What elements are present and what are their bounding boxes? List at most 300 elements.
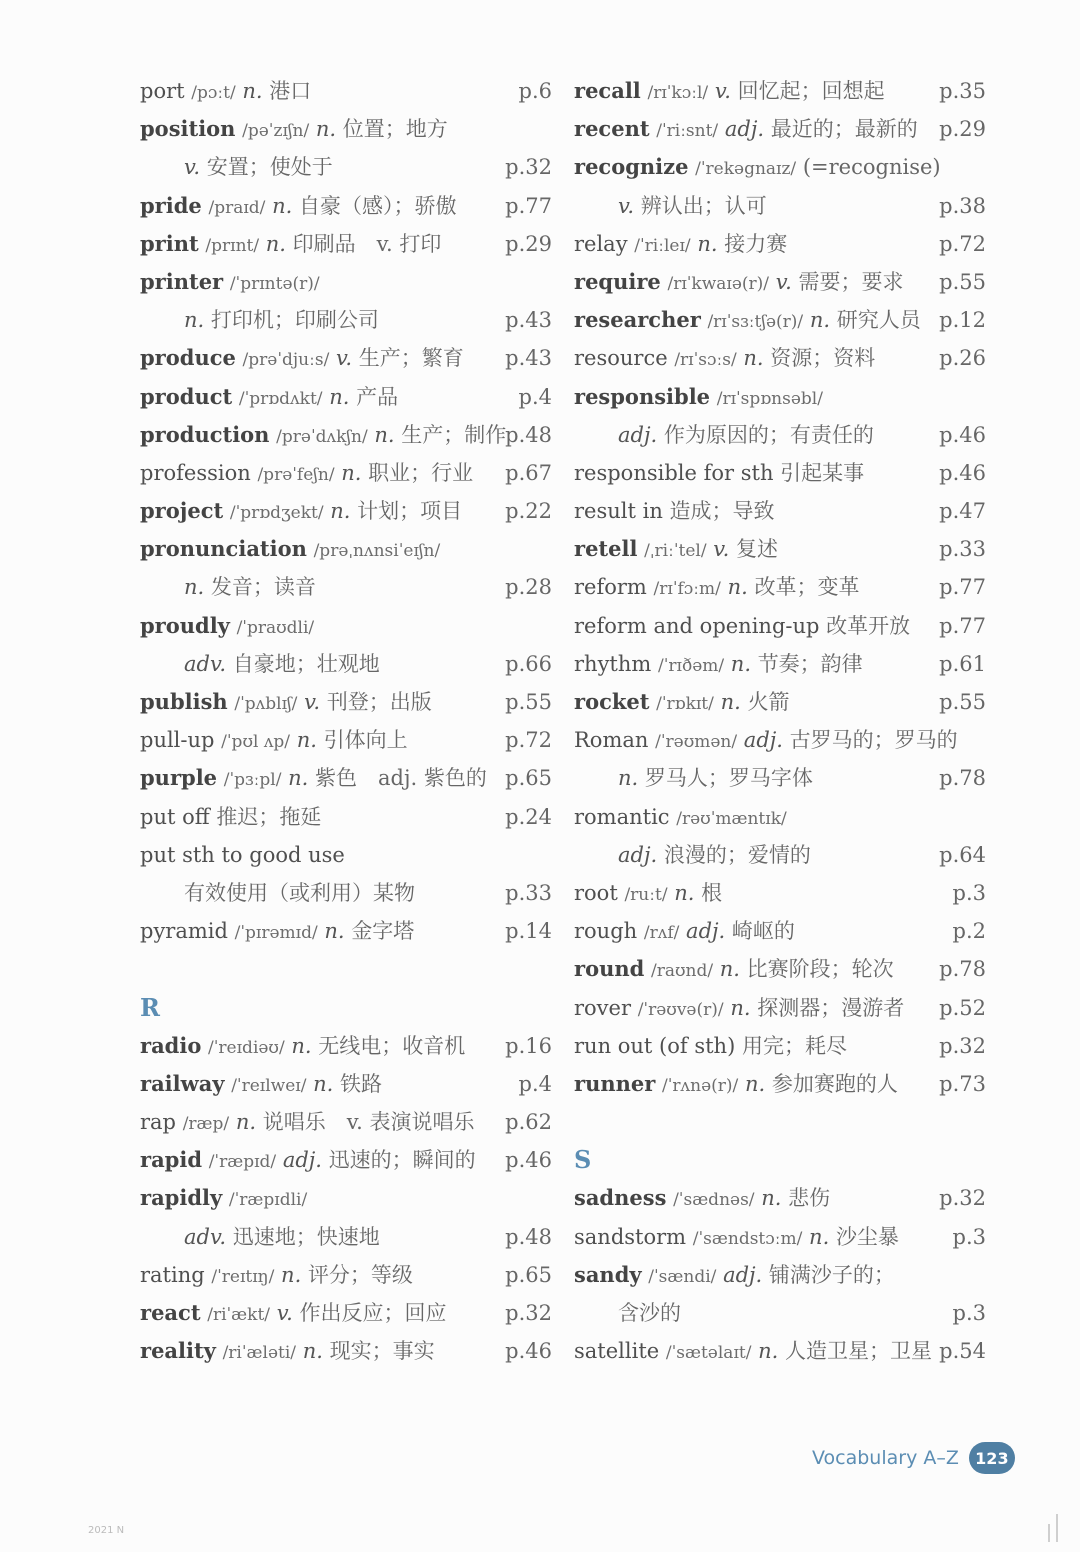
- part-of-speech: n.: [758, 1339, 779, 1364]
- page-reference: p.43: [505, 346, 552, 371]
- headword: reality: [140, 1338, 216, 1364]
- headword: publish: [140, 689, 228, 714]
- entry-continuation: [140, 1218, 552, 1256]
- headword: put sth to good use: [140, 842, 345, 867]
- chinese-definition: 资源；资料: [770, 346, 876, 371]
- page-reference: p.46: [505, 1148, 552, 1173]
- part-of-speech: n.: [242, 79, 263, 103]
- vocab-entry: [140, 721, 552, 759]
- page-reference: p.47: [939, 499, 986, 524]
- chinese-definition: 生产；制作: [401, 422, 507, 447]
- headword: retell: [574, 536, 638, 562]
- vocab-entry: [574, 950, 986, 988]
- chinese-definition: 罗马人；罗马字体: [644, 766, 813, 791]
- page-reference: p.48: [505, 422, 552, 447]
- page-reference: p.32: [939, 1186, 986, 1211]
- chinese-definition: 辨认出；认可: [640, 193, 767, 218]
- phonetic: /ˈræpɪdli/: [228, 1190, 308, 1211]
- vocab-entry: [574, 492, 986, 530]
- vocab-entry: [140, 187, 552, 225]
- vocab-entry: [574, 225, 986, 263]
- vocab-entry: [574, 263, 986, 301]
- chinese-definition: 作出反应；回应: [299, 1301, 447, 1325]
- left-column: [140, 72, 552, 1370]
- headword: satellite: [574, 1339, 660, 1364]
- page-reference: p.28: [505, 575, 552, 600]
- chinese-definition: 探测器；漫游者: [757, 995, 905, 1020]
- phonetic: /ˈriːsnt/: [656, 121, 719, 142]
- chinese-definition: 发音；读音: [210, 575, 316, 600]
- chinese-definition: 用完；耗尽: [741, 1033, 847, 1058]
- page-reference: p.32: [505, 1301, 552, 1325]
- vocab-entry: [574, 301, 986, 339]
- headword: rough: [574, 919, 638, 944]
- headword: recognize: [574, 154, 689, 180]
- chinese-definition: 产品: [356, 384, 399, 409]
- vocab-entry: [574, 72, 986, 110]
- part-of-speech: n.: [618, 766, 639, 791]
- entry-continuation: [574, 836, 986, 874]
- headword: sadness: [574, 1185, 667, 1211]
- vocab-entry: [140, 416, 552, 454]
- page-reference: p.55: [939, 690, 986, 714]
- part-of-speech: v.: [336, 346, 353, 371]
- headword: researcher: [574, 307, 701, 333]
- headword: pull-up: [140, 728, 215, 753]
- vocab-entry: [574, 874, 986, 912]
- chinese-definition: 比赛阶段；轮次: [746, 957, 894, 982]
- chinese-definition: 改革；变革: [754, 575, 860, 600]
- chinese-definition: 有效使用（或利用）某物: [184, 880, 415, 905]
- chinese-definition: 改革开放: [826, 613, 911, 638]
- chinese-definition: 评分；等级: [307, 1262, 413, 1287]
- phonetic: /ˈrɪðəm/: [658, 655, 725, 676]
- part-of-speech: n.: [730, 651, 751, 676]
- chinese-definition: 火箭: [747, 690, 790, 714]
- headword: result in: [574, 499, 663, 524]
- part-of-speech: n.: [341, 460, 362, 485]
- entry-continuation: [140, 874, 552, 912]
- chinese-definition: 崎岖的: [731, 919, 795, 944]
- section-gap: [574, 1103, 986, 1141]
- phonetic: /ˈrɒkɪt/: [656, 694, 714, 714]
- vocab-entry: [574, 798, 986, 836]
- part-of-speech: n.: [809, 308, 831, 333]
- chinese-definition: 铺满沙子的；: [768, 1262, 895, 1287]
- phonetic: /ˈpɜːpl/: [223, 770, 282, 791]
- part-of-speech: n.: [288, 766, 309, 791]
- vocab-entry: [140, 492, 552, 530]
- page-edge-mark: [1056, 1514, 1058, 1542]
- headword: production: [140, 421, 270, 447]
- headword: require: [574, 268, 661, 294]
- phonetic: /ˈreɪlweɪ/: [231, 1075, 307, 1096]
- page-reference: p.33: [505, 880, 552, 905]
- entry-continuation: [140, 645, 552, 683]
- headword: port: [140, 79, 185, 103]
- vocab-entry: [140, 836, 552, 874]
- headword: railway: [140, 1070, 225, 1096]
- chinese-definition: 位置；地方: [342, 117, 448, 142]
- vocab-entry: [140, 1294, 552, 1332]
- part-of-speech: adv.: [184, 1224, 227, 1249]
- chinese-definition: 说唱乐 v. 表演说唱乐: [262, 1110, 475, 1135]
- phonetic: /ˈprɪntə(r)/: [229, 273, 320, 294]
- page-reference: p.14: [505, 919, 552, 944]
- chinese-definition: 迅速的；瞬间的: [328, 1148, 476, 1173]
- part-of-speech: n.: [727, 575, 748, 600]
- page-reference: p.24: [505, 804, 552, 829]
- vocab-entry: [140, 110, 552, 148]
- chinese-definition: 迅速地；快速地: [232, 1224, 380, 1249]
- vocab-entry: [574, 1218, 986, 1256]
- page-reference: p.22: [505, 499, 552, 524]
- phonetic: /prɪnt/: [205, 235, 260, 256]
- chinese-definition: 根: [701, 880, 723, 905]
- part-of-speech: n.: [281, 1262, 302, 1287]
- part-of-speech: adj.: [686, 919, 726, 944]
- page-reference: p.55: [939, 269, 986, 294]
- phonetic: /pɔːt/: [191, 83, 236, 103]
- part-of-speech: n.: [296, 728, 317, 753]
- page-reference: p.46: [939, 422, 986, 447]
- vocab-entry: [140, 1332, 552, 1370]
- part-of-speech: n.: [313, 1071, 334, 1096]
- entry-continuation: [574, 759, 986, 797]
- vocab-entry: [140, 530, 552, 568]
- chinese-definition: 引起某事: [780, 460, 865, 485]
- phonetic: /ˈpʊl ʌp/: [221, 732, 291, 753]
- vocab-entry: [574, 645, 986, 683]
- vocab-entry: [574, 683, 986, 721]
- part-of-speech: n.: [272, 193, 293, 218]
- vocab-entry: [140, 72, 552, 110]
- part-of-speech: n.: [184, 575, 205, 600]
- headword: resource: [574, 346, 668, 371]
- phonetic: /raʊnd/: [650, 961, 714, 982]
- page-reference: p.72: [939, 231, 986, 256]
- part-of-speech: n.: [374, 422, 395, 447]
- vocab-entry: [574, 454, 986, 492]
- phonetic: /prəˌnʌnsiˈeɪʃn/: [313, 541, 441, 562]
- phonetic: /ˈpʌblɪʃ/: [234, 694, 298, 714]
- headword: Roman: [574, 728, 649, 753]
- headword: responsible for sth: [574, 460, 774, 485]
- chinese-definition: 浪漫的；爱情的: [663, 842, 811, 867]
- headword: recent: [574, 116, 650, 142]
- phonetic: /ˈriːleɪ/: [634, 235, 691, 256]
- page-reference: p.29: [939, 117, 986, 142]
- headword: pyramid: [140, 919, 228, 944]
- footer-title: Vocabulary A–Z: [812, 1447, 959, 1469]
- page-reference: p.65: [505, 1262, 552, 1287]
- phonetic: /rɪˈkɔːl/: [647, 83, 709, 103]
- chinese-definition: 古罗马的；罗马的: [789, 728, 958, 753]
- part-of-speech: n.: [330, 499, 351, 524]
- page-reference: p.65: [505, 766, 552, 791]
- entry-continuation: [140, 568, 552, 606]
- page-reference: p.29: [505, 231, 552, 256]
- page-reference: p.3: [952, 880, 986, 905]
- vocab-entry: [574, 721, 986, 759]
- vocab-entry: [140, 683, 552, 721]
- chinese-definition: 研究人员: [836, 308, 921, 333]
- page-reference: p.33: [939, 537, 986, 562]
- chinese-definition: 打印机；印刷公司: [210, 308, 379, 333]
- phonetic: /ruːt/: [624, 884, 668, 905]
- vocab-entry: [574, 912, 986, 950]
- headword: product: [140, 383, 233, 409]
- headword: runner: [574, 1070, 656, 1096]
- chinese-definition: 印刷品 v. 打印: [292, 231, 442, 256]
- chinese-definition: 无线电；收音机: [318, 1033, 466, 1058]
- vocab-entry: [140, 339, 552, 377]
- headword: project: [140, 498, 224, 524]
- page-reference: p.77: [939, 575, 986, 600]
- part-of-speech: adj.: [618, 842, 658, 867]
- chinese-definition: 职业；行业: [368, 460, 474, 485]
- chinese-definition: 港口: [269, 79, 312, 103]
- part-of-speech: n.: [329, 384, 350, 409]
- vocab-entry: [574, 1027, 986, 1065]
- page-reference: p.3: [952, 1224, 986, 1249]
- phonetic: /ˈsætəlaɪt/: [665, 1343, 752, 1364]
- page-footer: [812, 1440, 1015, 1476]
- chinese-definition: 回忆起；回想起: [737, 79, 885, 103]
- page-reference: p.12: [939, 308, 986, 333]
- phonetic: /ˈrekəgnaɪz/: [695, 159, 797, 180]
- phonetic: /ˈrəʊmən/: [655, 732, 738, 753]
- phonetic: /rʌf/: [643, 923, 680, 944]
- headword: recall: [574, 78, 641, 103]
- vocab-entry: [140, 225, 552, 263]
- headword: responsible: [574, 383, 711, 409]
- phonetic: /riˈækt/: [207, 1305, 271, 1325]
- phonetic: /praɪd/: [208, 197, 266, 218]
- vocab-entry: [574, 530, 986, 568]
- headword: reform: [574, 575, 647, 600]
- phonetic: /rɪˈspɒnsəbl/: [716, 388, 823, 409]
- headword: sandstorm: [574, 1224, 687, 1249]
- phonetic: /ˈrʌnə(r)/: [661, 1075, 739, 1096]
- scan-edge-text: 2021 N: [88, 1525, 125, 1536]
- headword: react: [140, 1300, 201, 1325]
- vocab-entry: [140, 1103, 552, 1141]
- part-of-speech: n.: [761, 1186, 782, 1211]
- page-reference: p.43: [505, 308, 552, 333]
- phonetic: /pəˈzɪʃn/: [242, 121, 310, 142]
- page-reference: p.64: [939, 842, 986, 867]
- vocab-entry: [574, 1332, 986, 1370]
- headword: profession: [140, 460, 251, 485]
- vocab-entry: [140, 1179, 552, 1217]
- part-of-speech: v.: [714, 79, 731, 103]
- vocab-entry: [140, 1256, 552, 1294]
- section-gap: [140, 950, 552, 988]
- part-of-speech: v.: [775, 269, 792, 294]
- page-reference: p.66: [505, 651, 552, 676]
- entry-continuation: [140, 301, 552, 339]
- phonetic: /riˈæləti/: [222, 1343, 297, 1364]
- phonetic: /ˈprɒdʒekt/: [229, 503, 324, 524]
- part-of-speech: adj.: [723, 1262, 763, 1287]
- phonetic: /rɪˈfɔːm/: [653, 579, 721, 600]
- page-reference: p.67: [505, 460, 552, 485]
- headword: round: [574, 956, 645, 982]
- part-of-speech: v.: [276, 1301, 293, 1325]
- headword: romantic: [574, 804, 670, 829]
- page-reference: p.52: [939, 995, 986, 1020]
- part-of-speech: n.: [720, 690, 741, 714]
- page-reference: p.6: [518, 79, 552, 103]
- headword: pride: [140, 192, 202, 218]
- page-reference: p.16: [505, 1033, 552, 1058]
- phonetic: /ˈsændstɔːm/: [692, 1228, 803, 1249]
- vocab-entry: [140, 263, 552, 301]
- page-reference: p.26: [939, 346, 986, 371]
- page-reference: p.77: [939, 613, 986, 638]
- page-reference: p.3: [952, 1301, 986, 1325]
- page-reference: p.54: [939, 1339, 986, 1364]
- headword: put off: [140, 804, 210, 829]
- vocab-entry: [140, 798, 552, 836]
- phonetic: /prəˈdʌkʃn/: [276, 426, 368, 447]
- page-reference: p.77: [505, 193, 552, 218]
- part-of-speech: n.: [302, 1339, 323, 1364]
- part-of-speech: n.: [730, 995, 751, 1020]
- page-reference: p.46: [939, 460, 986, 485]
- phonetic: /ˈpɪrəmɪd/: [234, 923, 318, 944]
- vocab-entry: [140, 1027, 552, 1065]
- section-letter-heading: S: [574, 1145, 592, 1175]
- page-reference: p.61: [939, 651, 986, 676]
- headword: pronunciation: [140, 536, 307, 562]
- chinese-definition: 计划；项目: [357, 499, 463, 524]
- vocab-entry: [574, 378, 986, 416]
- part-of-speech: v.: [184, 155, 201, 180]
- part-of-speech: n.: [809, 1224, 830, 1249]
- headword: reform and opening-up: [574, 613, 820, 638]
- headword: rating: [140, 1262, 205, 1287]
- part-of-speech: n.: [291, 1033, 312, 1058]
- phonetic: /rɪˈkwaɪə(r)/: [667, 273, 770, 294]
- phonetic: /ˈreɪtɪŋ/: [211, 1266, 275, 1287]
- page-reference: p.78: [939, 957, 986, 982]
- chinese-definition: 造成；导致: [669, 499, 775, 524]
- phonetic: /ˈsændi/: [648, 1266, 717, 1287]
- vocab-entry: [140, 759, 552, 797]
- vocab-entry: [140, 1065, 552, 1103]
- chinese-definition: (=recognise): [802, 155, 941, 180]
- right-column: [574, 72, 986, 1370]
- vocab-entry: [574, 1065, 986, 1103]
- vocab-entry: [574, 607, 986, 645]
- vocab-entry: [574, 1179, 986, 1217]
- part-of-speech: v.: [618, 193, 635, 218]
- phonetic: /ˈprɒdʌkt/: [238, 388, 323, 409]
- chinese-definition: 含沙的: [618, 1301, 681, 1325]
- chinese-definition: 悲伤: [788, 1186, 831, 1211]
- headword: purple: [140, 765, 218, 791]
- headword: position: [140, 116, 236, 142]
- page-reference: p.78: [939, 766, 986, 791]
- entry-continuation: [574, 187, 986, 225]
- headword: rapidly: [140, 1185, 223, 1211]
- chinese-definition: 生产；繁育: [358, 346, 464, 371]
- headword: root: [574, 880, 618, 905]
- chinese-definition: 现实；事实: [329, 1339, 435, 1364]
- headword: relay: [574, 231, 628, 256]
- entry-continuation: [140, 148, 552, 186]
- part-of-speech: n.: [315, 117, 337, 142]
- chinese-definition: 沙尘暴: [835, 1224, 899, 1249]
- chinese-definition: 安置；使处于: [206, 155, 333, 180]
- vocab-entry: [140, 1141, 552, 1179]
- part-of-speech: adj.: [282, 1148, 322, 1173]
- section-letter-heading: R: [140, 992, 160, 1022]
- headword: rocket: [574, 689, 650, 714]
- chinese-definition: 金字塔: [351, 919, 415, 944]
- vocab-entry: [574, 148, 986, 186]
- part-of-speech: adj.: [743, 728, 783, 753]
- phonetic: /rɪˈsɔːs/: [674, 350, 737, 371]
- chinese-definition: 紫色 adj. 紫色的: [315, 766, 487, 791]
- phonetic: /ˈpraʊdli/: [236, 617, 315, 638]
- chinese-definition: 复述: [736, 537, 778, 562]
- part-of-speech: adv.: [184, 651, 227, 676]
- headword: rapid: [140, 1147, 203, 1173]
- vocab-entry: [574, 989, 986, 1027]
- chinese-definition: 作为原因的；有责任的: [663, 422, 874, 447]
- page-number-badge: 123: [969, 1442, 1015, 1474]
- page-reference: p.38: [939, 193, 986, 218]
- headword: radio: [140, 1032, 202, 1058]
- entry-continuation: [574, 416, 986, 454]
- vocab-entry: [140, 912, 552, 950]
- part-of-speech: adj.: [618, 422, 658, 447]
- phonetic: /ræp/: [182, 1114, 230, 1135]
- part-of-speech: n.: [184, 308, 205, 333]
- page-reference: p.73: [939, 1071, 986, 1096]
- page-reference: p.4: [518, 384, 552, 409]
- part-of-speech: v.: [304, 690, 321, 714]
- headword: run out (of sth): [574, 1033, 736, 1058]
- vocab-entry: [574, 568, 986, 606]
- vocab-entry: [140, 378, 552, 416]
- page-reference: p.2: [952, 919, 986, 944]
- chinese-definition: 自豪地；壮观地: [232, 651, 380, 676]
- page-edge-mark: [1048, 1524, 1050, 1542]
- part-of-speech: adj.: [724, 117, 765, 142]
- headword: sandy: [574, 1261, 642, 1287]
- phonetic: /prəˈdjuːs/: [242, 350, 330, 371]
- phonetic: /rəʊˈmæntɪk/: [676, 808, 787, 829]
- vocab-entry: [574, 1256, 986, 1294]
- vocab-entry: [574, 339, 986, 377]
- part-of-speech: n.: [265, 231, 286, 256]
- vocab-entry: [140, 454, 552, 492]
- part-of-speech: v.: [713, 537, 730, 562]
- vocab-entry: [574, 110, 986, 148]
- headword: produce: [140, 345, 236, 371]
- phonetic: /ˌriːˈtel/: [644, 541, 707, 562]
- headword: proudly: [140, 612, 230, 638]
- part-of-speech: n.: [697, 231, 718, 256]
- page-reference: p.46: [505, 1339, 552, 1364]
- chinese-definition: 自豪（感）；骄傲: [298, 193, 457, 218]
- chinese-definition: 推迟；拖延: [216, 804, 322, 829]
- chinese-definition: 引体向上: [323, 728, 408, 753]
